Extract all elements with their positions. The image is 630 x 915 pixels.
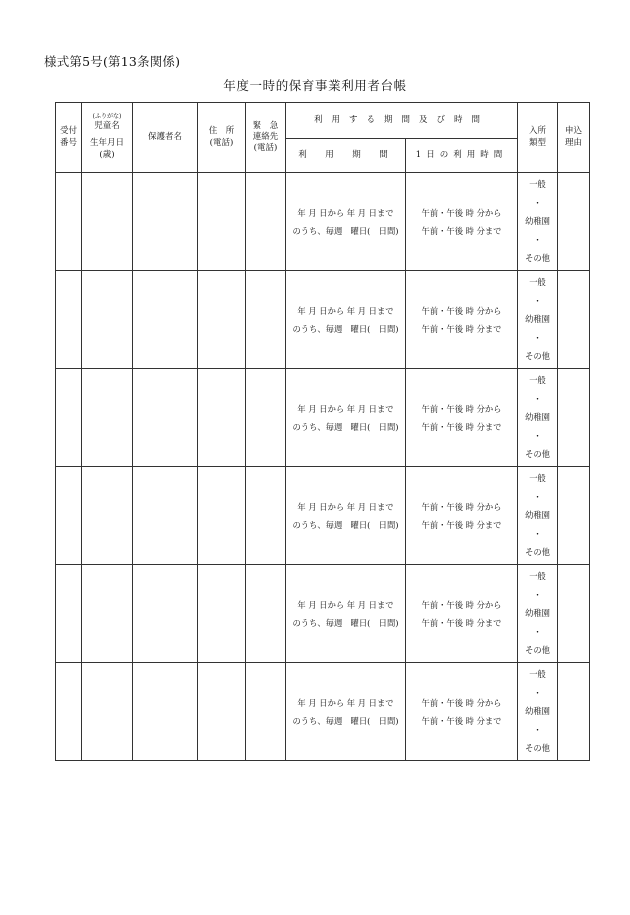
header-guardian-name: 保護者名 bbox=[133, 103, 198, 173]
type-kindergarten-option: 幼稚園 bbox=[525, 706, 550, 717]
cell-reception-number[interactable] bbox=[56, 467, 82, 565]
cell-child-name[interactable] bbox=[82, 369, 133, 467]
cell-address[interactable] bbox=[198, 369, 246, 467]
type-separator: ・ bbox=[533, 724, 542, 735]
table-row bbox=[56, 565, 590, 663]
table-row bbox=[56, 173, 590, 271]
cell-application-reason[interactable] bbox=[558, 663, 590, 761]
type-other-option: その他 bbox=[525, 253, 550, 264]
time-to-text: 午前・午後 時 分まで bbox=[421, 617, 502, 628]
cell-use-period[interactable] bbox=[286, 173, 406, 271]
period-weekday-text: のうち、毎週 曜日( 日間) bbox=[292, 715, 399, 726]
type-general-option: 一般 bbox=[529, 669, 546, 680]
type-other-option: その他 bbox=[525, 645, 550, 656]
cell-daily-time[interactable] bbox=[406, 565, 518, 663]
type-general-option: 一般 bbox=[529, 375, 546, 386]
period-weekday-text: のうち、毎週 曜日( 日間) bbox=[292, 225, 399, 236]
period-range-text: 年 月 日から 年 月 日まで bbox=[297, 207, 394, 218]
cell-address[interactable] bbox=[198, 565, 246, 663]
form-number-label: 様式第5号(第13条関係) bbox=[44, 54, 181, 69]
cell-reception-number[interactable] bbox=[56, 173, 82, 271]
cell-reception-number[interactable] bbox=[56, 565, 82, 663]
cell-guardian-name[interactable] bbox=[133, 369, 198, 467]
time-from-text: 午前・午後 時 分から bbox=[421, 403, 502, 414]
cell-child-name[interactable] bbox=[82, 663, 133, 761]
type-other-option: その他 bbox=[525, 743, 550, 754]
header-use-period: 利 用 期 間 bbox=[286, 139, 406, 173]
cell-daily-time[interactable] bbox=[406, 271, 518, 369]
time-from-text: 午前・午後 時 分から bbox=[421, 697, 502, 708]
cell-application-reason[interactable] bbox=[558, 565, 590, 663]
type-kindergarten-option: 幼稚園 bbox=[525, 510, 550, 521]
cell-use-period[interactable] bbox=[286, 467, 406, 565]
user-ledger-table bbox=[55, 102, 590, 761]
cell-admission-type[interactable] bbox=[518, 467, 558, 565]
type-general-option: 一般 bbox=[529, 571, 546, 582]
time-from-text: 午前・午後 時 分から bbox=[421, 599, 502, 610]
time-from-text: 午前・午後 時 分から bbox=[421, 305, 502, 316]
cell-emergency-contact[interactable] bbox=[246, 369, 286, 467]
document-title: 年度一時的保育事業利用者台帳 bbox=[223, 78, 407, 93]
type-separator: ・ bbox=[533, 528, 542, 539]
cell-emergency-contact[interactable] bbox=[246, 173, 286, 271]
period-range-text: 年 月 日から 年 月 日まで bbox=[297, 403, 394, 414]
type-general-option: 一般 bbox=[529, 277, 546, 288]
header-reception-number: 受付 番号 bbox=[56, 103, 82, 173]
table-row bbox=[56, 663, 590, 761]
cell-daily-time[interactable] bbox=[406, 369, 518, 467]
cell-emergency-contact[interactable] bbox=[246, 467, 286, 565]
cell-guardian-name[interactable] bbox=[133, 271, 198, 369]
time-to-text: 午前・午後 時 分まで bbox=[421, 519, 502, 530]
cell-application-reason[interactable] bbox=[558, 369, 590, 467]
cell-application-reason[interactable] bbox=[558, 467, 590, 565]
period-range-text: 年 月 日から 年 月 日まで bbox=[297, 599, 394, 610]
type-separator: ・ bbox=[533, 234, 542, 245]
header-emergency-contact: 緊 急 連絡先 (電話) bbox=[246, 103, 286, 173]
type-general-option: 一般 bbox=[529, 473, 546, 484]
period-weekday-text: のうち、毎週 曜日( 日間) bbox=[292, 421, 399, 432]
cell-emergency-contact[interactable] bbox=[246, 565, 286, 663]
cell-use-period[interactable] bbox=[286, 565, 406, 663]
header-admission-type: 入所 類型 bbox=[518, 103, 558, 173]
type-separator: ・ bbox=[533, 491, 542, 502]
type-other-option: その他 bbox=[525, 449, 550, 460]
time-from-text: 午前・午後 時 分から bbox=[421, 207, 502, 218]
table-row bbox=[56, 467, 590, 565]
cell-address[interactable] bbox=[198, 467, 246, 565]
table-header bbox=[56, 103, 590, 173]
period-weekday-text: のうち、毎週 曜日( 日間) bbox=[292, 617, 399, 628]
type-kindergarten-option: 幼稚園 bbox=[525, 314, 550, 325]
cell-admission-type[interactable] bbox=[518, 565, 558, 663]
header-child-name: (ふりがな) 児童名 生年月日 (歳) bbox=[82, 103, 133, 173]
type-separator: ・ bbox=[533, 393, 542, 404]
cell-child-name[interactable] bbox=[82, 173, 133, 271]
cell-application-reason[interactable] bbox=[558, 271, 590, 369]
time-to-text: 午前・午後 時 分まで bbox=[421, 421, 502, 432]
type-separator: ・ bbox=[533, 197, 542, 208]
cell-guardian-name[interactable] bbox=[133, 173, 198, 271]
cell-reception-number[interactable] bbox=[56, 271, 82, 369]
time-to-text: 午前・午後 時 分まで bbox=[421, 225, 502, 236]
type-other-option: その他 bbox=[525, 351, 550, 362]
cell-child-name[interactable] bbox=[82, 271, 133, 369]
type-separator: ・ bbox=[533, 687, 542, 698]
cell-use-period[interactable] bbox=[286, 663, 406, 761]
cell-emergency-contact[interactable] bbox=[246, 663, 286, 761]
cell-reception-number[interactable] bbox=[56, 369, 82, 467]
cell-admission-type[interactable] bbox=[518, 663, 558, 761]
period-weekday-text: のうち、毎週 曜日( 日間) bbox=[292, 519, 399, 530]
cell-address[interactable] bbox=[198, 271, 246, 369]
type-separator: ・ bbox=[533, 332, 542, 343]
type-other-option: その他 bbox=[525, 547, 550, 558]
cell-address[interactable] bbox=[198, 173, 246, 271]
cell-admission-type[interactable] bbox=[518, 173, 558, 271]
cell-address[interactable] bbox=[198, 663, 246, 761]
cell-admission-type[interactable] bbox=[518, 369, 558, 467]
table-row bbox=[56, 369, 590, 467]
cell-guardian-name[interactable] bbox=[133, 663, 198, 761]
table-body bbox=[56, 173, 590, 761]
cell-daily-time[interactable] bbox=[406, 663, 518, 761]
period-range-text: 年 月 日から 年 月 日まで bbox=[297, 501, 394, 512]
cell-admission-type[interactable] bbox=[518, 271, 558, 369]
type-general-option: 一般 bbox=[529, 179, 546, 190]
type-kindergarten-option: 幼稚園 bbox=[525, 216, 550, 227]
cell-child-name[interactable] bbox=[82, 565, 133, 663]
type-kindergarten-option: 幼稚園 bbox=[525, 608, 550, 619]
cell-child-name[interactable] bbox=[82, 467, 133, 565]
cell-reception-number[interactable] bbox=[56, 663, 82, 761]
type-separator: ・ bbox=[533, 626, 542, 637]
type-separator: ・ bbox=[533, 430, 542, 441]
header-application-reason: 申込 理由 bbox=[558, 103, 590, 173]
cell-use-period[interactable] bbox=[286, 271, 406, 369]
type-separator: ・ bbox=[533, 295, 542, 306]
table-row bbox=[56, 271, 590, 369]
time-to-text: 午前・午後 時 分まで bbox=[421, 715, 502, 726]
time-to-text: 午前・午後 時 分まで bbox=[421, 323, 502, 334]
cell-guardian-name[interactable] bbox=[133, 565, 198, 663]
type-kindergarten-option: 幼稚園 bbox=[525, 412, 550, 423]
type-separator: ・ bbox=[533, 589, 542, 600]
time-from-text: 午前・午後 時 分から bbox=[421, 501, 502, 512]
period-range-text: 年 月 日から 年 月 日まで bbox=[297, 305, 394, 316]
cell-emergency-contact[interactable] bbox=[246, 271, 286, 369]
header-daily-time: 1日の利用時間 bbox=[406, 139, 518, 173]
cell-guardian-name[interactable] bbox=[133, 467, 198, 565]
period-weekday-text: のうち、毎週 曜日( 日間) bbox=[292, 323, 399, 334]
cell-use-period[interactable] bbox=[286, 369, 406, 467]
cell-daily-time[interactable] bbox=[406, 467, 518, 565]
cell-daily-time[interactable] bbox=[406, 173, 518, 271]
cell-application-reason[interactable] bbox=[558, 173, 590, 271]
header-address: 住 所 (電話) bbox=[198, 103, 246, 173]
header-use-period-group: 利用する期間及び時間 bbox=[286, 103, 518, 139]
period-range-text: 年 月 日から 年 月 日まで bbox=[297, 697, 394, 708]
